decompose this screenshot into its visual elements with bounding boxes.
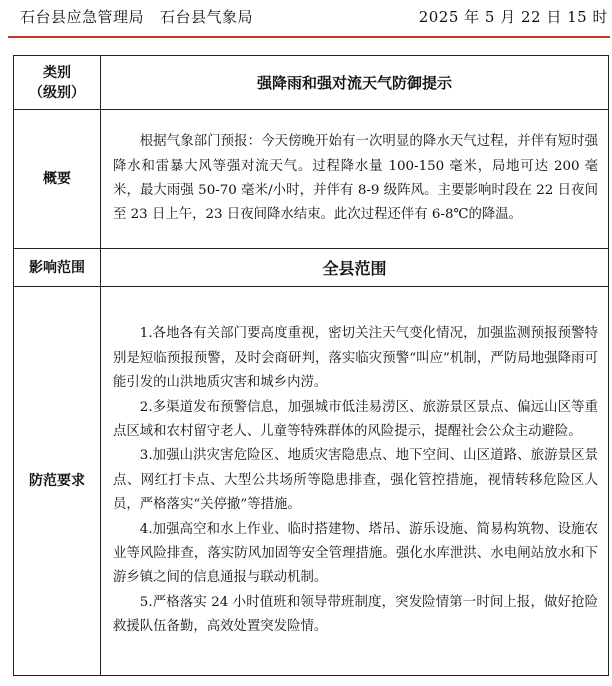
requirement-item: 1.各地各有关部门要高度重视，密切关注天气变化情况，加强监测预报预警特别是短临预报预警，及时会商研判，落实临灾预警“叫应”机制，严防局地强降雨可能引发的山洪地质灾害和城乡内涝。	[113, 326, 598, 391]
overview-cell	[101, 110, 609, 249]
requirements-label: 防范要求	[14, 287, 101, 676]
issue-datetime: 2025 年 5 月 22 日 15 时	[418, 8, 608, 26]
category-label-line1: 类别	[43, 64, 71, 81]
org-meteorological-bureau: 石台县气象局	[160, 8, 254, 26]
title-row	[14, 56, 609, 110]
requirement-item: 3.加强山洪灾害危险区、地质灾害隐患点、地下空间、山区道路、旅游景区景点、网红打卡点、大型公共场所等隐患排查，强化管控措施，视情转移危险区人员，严格落实“关停撤”等措施。	[113, 448, 598, 513]
warning-title: 强降雨和强对流天气防御提示	[101, 56, 609, 110]
requirement-item: 5.严格落实 24 小时值班和领导带班制度，突发险情第一时间上报，做好抢险救援队伍备勤，高效处置突发险情。	[113, 594, 598, 635]
requirements-row	[14, 287, 609, 676]
org-emergency-bureau: 石台县应急管理局	[20, 8, 145, 26]
scope-value: 全县范围	[101, 249, 609, 287]
scope-label: 影响范围	[14, 249, 101, 287]
overview-row	[14, 110, 609, 249]
warning-table	[13, 55, 609, 676]
category-label-line2: （级别）	[29, 84, 85, 101]
document-header	[0, 0, 612, 34]
requirement-item: 2.多渠道发布预警信息，加强城市低洼易涝区、旅游景区景点、偏远山区等重点区域和农村留守老人、儿童等特殊群体的风险提示，提醒社会公众主动避险。	[113, 399, 598, 439]
category-label	[14, 56, 101, 110]
header-divider	[8, 36, 610, 38]
overview-label: 概要	[14, 110, 101, 249]
requirement-item: 4.加强高空和水上作业、临时搭建物、塔吊、游乐设施、简易构筑物、设施农业等风险排查，落实防风加固等安全管理措施。强化水库泄洪、水电闸站放水和下游乡镇之间的信息通报与联动机制。	[113, 521, 598, 586]
issuing-organizations	[20, 6, 253, 27]
overview-text: 根据气象部门预报：今天傍晚开始有一次明显的降水天气过程，并伴有短时强降水和雷暴大风等强对流天气。过程降水量 100-150 毫米，局地可达 200 毫米，最大雨强 50-70 毫米/小时，并伴有 8-9 级阵风。主要影响时段在 22 日夜间至 23 日上午，23 日夜间降水结束。此次过程还伴有 6-8℃的降温。	[113, 134, 598, 223]
scope-row	[14, 249, 609, 287]
requirements-cell	[101, 287, 609, 676]
